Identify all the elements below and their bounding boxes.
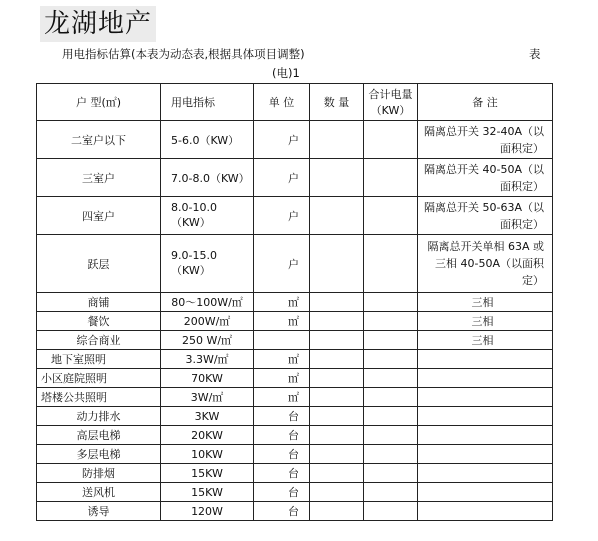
table-number: (电)1 [272,66,300,80]
cell-unit: 台 [254,464,310,483]
cell-note: 三相 [418,312,553,331]
cell-type: 三室户 [37,159,161,197]
table-row [37,293,553,312]
table-row [37,426,553,445]
cell-indicator: 15KW [161,483,254,502]
cell-indicator: 80～100W/㎡ [161,293,254,312]
table-row [37,197,553,235]
cell-note [418,369,553,388]
header-indicator: 用电指标 [161,84,254,121]
cell-note: 隔离总开关 40-50A（以面积定） [418,159,553,197]
cell-total [364,331,418,350]
cell-unit: 户 [254,197,310,235]
cell-unit: ㎡ [254,388,310,407]
cell-note [418,350,553,369]
cell-indicator: 200W/㎡ [161,312,254,331]
cell-type: 餐饮 [37,312,161,331]
cell-quantity [310,121,364,159]
cell-indicator: 5-6.0（KW） [161,121,254,159]
cell-unit: 台 [254,426,310,445]
cell-indicator: 3.3W/㎡ [161,350,254,369]
cell-type: 跃层 [37,235,161,293]
cell-unit: 户 [254,159,310,197]
cell-note [418,445,553,464]
cell-quantity [310,445,364,464]
cell-quantity [310,369,364,388]
cell-unit: 户 [254,121,310,159]
cell-type: 诱导 [37,502,161,521]
cell-indicator: 9.0-15.0（KW） [161,235,254,293]
cell-unit: ㎡ [254,350,310,369]
cell-unit: ㎡ [254,369,310,388]
cell-total [364,445,418,464]
cell-total [364,426,418,445]
table-row [37,464,553,483]
cell-indicator: 3KW [161,407,254,426]
cell-total [364,407,418,426]
cell-type: 多层电梯 [37,445,161,464]
cell-quantity [310,235,364,293]
cell-total [364,121,418,159]
table-row [37,331,553,350]
cell-type: 送风机 [37,483,161,502]
cell-quantity [310,350,364,369]
company-logo: 龙湖地产 [40,6,156,42]
cell-unit [254,331,310,350]
cell-quantity [310,312,364,331]
table-label: 表 [529,47,541,61]
cell-unit: 台 [254,407,310,426]
header-type: 户 型(㎡) [37,84,161,121]
cell-note [418,483,553,502]
cell-unit: ㎡ [254,312,310,331]
cell-note [418,426,553,445]
table-row [37,235,553,293]
cell-quantity [310,407,364,426]
table-row [37,502,553,521]
cell-note: 隔离总开关 50-63A（以面积定） [418,197,553,235]
cell-unit: 台 [254,502,310,521]
table-row [37,312,553,331]
cell-total [364,312,418,331]
cell-type: 动力排水 [37,407,161,426]
cell-note: 三相 [418,293,553,312]
cell-total [364,350,418,369]
cell-indicator: 7.0-8.0（KW） [161,159,254,197]
cell-total [364,159,418,197]
cell-indicator: 20KW [161,426,254,445]
cell-quantity [310,197,364,235]
cell-total [364,464,418,483]
cell-note: 隔离总开关 32-40A（以面积定） [418,121,553,159]
cell-quantity [310,502,364,521]
table-row [37,350,553,369]
cell-total [364,235,418,293]
cell-total [364,483,418,502]
cell-quantity [310,483,364,502]
cell-unit: 台 [254,445,310,464]
table-row [37,388,553,407]
cell-total [364,502,418,521]
cell-quantity [310,426,364,445]
table-row [37,159,553,197]
cell-indicator: 10KW [161,445,254,464]
cell-note: 隔离总开关单相 63A 或三相 40-50A（以面积定） [418,235,553,293]
cell-note [418,464,553,483]
cell-type: 防排烟 [37,464,161,483]
cell-type: 四室户 [37,197,161,235]
cell-type: 综合商业 [37,331,161,350]
header-quantity: 数 量 [310,84,364,121]
cell-quantity [310,464,364,483]
document-subtitle: 用电指标估算(本表为动态表,根据具体项目调整) [62,47,305,61]
table-row [37,445,553,464]
cell-unit: ㎡ [254,293,310,312]
cell-type: 商铺 [37,293,161,312]
cell-indicator: 250 W/㎡ [161,331,254,350]
cell-note [418,407,553,426]
table-row [37,121,553,159]
table-row [37,407,553,426]
cell-quantity [310,293,364,312]
cell-indicator: 120W [161,502,254,521]
header-note: 备 注 [418,84,553,121]
cell-total [364,388,418,407]
cell-indicator: 8.0-10.0（KW） [161,197,254,235]
cell-total [364,293,418,312]
cell-quantity [310,388,364,407]
cell-unit: 户 [254,235,310,293]
table-row [37,369,553,388]
header-total: 合计电量（KW） [364,84,418,121]
cell-unit: 台 [254,483,310,502]
cell-indicator: 3W/㎡ [161,388,254,407]
cell-note: 三相 [418,331,553,350]
table-row [37,483,553,502]
cell-type: 塔楼公共照明 [37,388,161,407]
cell-total [364,197,418,235]
cell-note [418,388,553,407]
cell-type: 高层电梯 [37,426,161,445]
cell-quantity [310,331,364,350]
cell-quantity [310,159,364,197]
table-header-row [37,84,553,121]
cell-type: 地下室照明 [37,350,161,369]
cell-type: 二室户以下 [37,121,161,159]
cell-indicator: 15KW [161,464,254,483]
header-unit: 单 位 [254,84,310,121]
cell-note [418,502,553,521]
cell-type: 小区庭院照明 [37,369,161,388]
power-indicator-table [36,83,553,521]
cell-indicator: 70KW [161,369,254,388]
cell-total [364,369,418,388]
